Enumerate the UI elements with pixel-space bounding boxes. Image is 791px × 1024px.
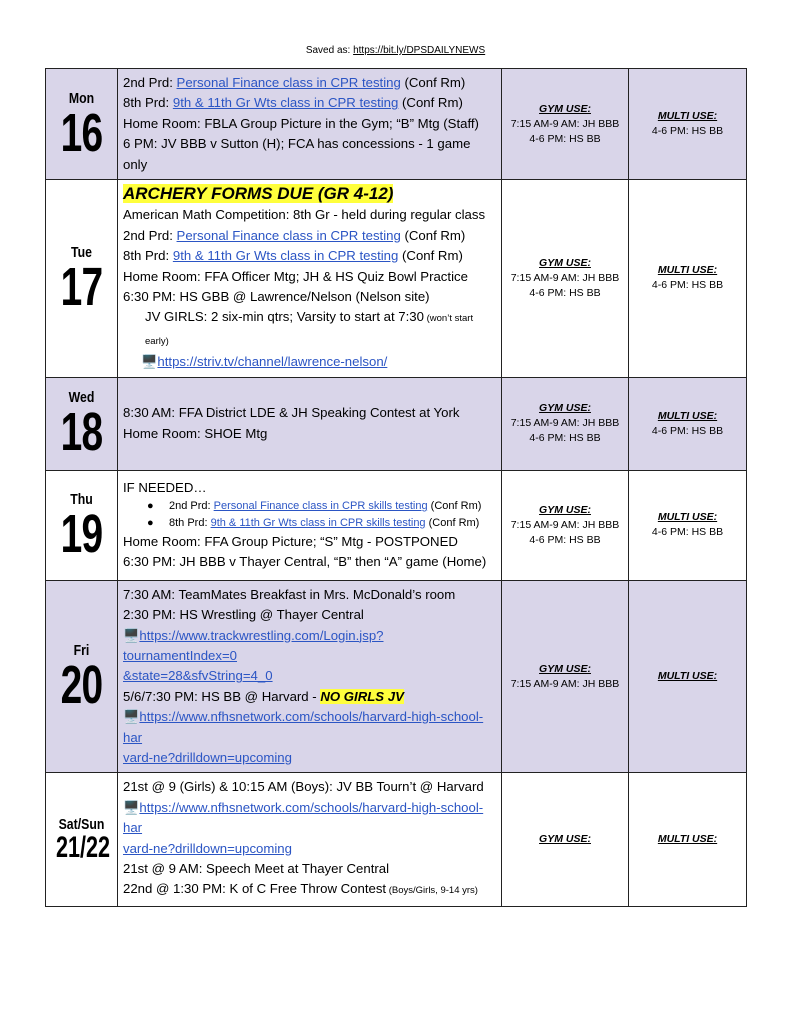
event-line: 6:30 PM: JH BBB v Thayer Central, “B” then “A” game (Home) bbox=[123, 554, 487, 570]
multi-use-cell bbox=[629, 69, 747, 180]
event-line: 21st @ 9 AM: Speech Meet at Thayer Central bbox=[123, 860, 390, 876]
no-girls-jv-highlight: NO GIRLS JV bbox=[320, 688, 404, 704]
gym-use-value: 7:15 AM-9 AM: JH BBB bbox=[510, 117, 620, 130]
events-cell-sat-sun bbox=[118, 773, 502, 906]
day-number: 21/22 bbox=[55, 831, 110, 865]
multi-use-cell bbox=[629, 377, 747, 470]
day-number: 19 bbox=[60, 503, 103, 564]
day-number: 18 bbox=[60, 402, 103, 463]
archery-forms-title: ARCHERY FORMS DUE (GR 4-12) bbox=[123, 184, 394, 204]
bullet-item: ● 8th Prd: 9th & 11th Gr Wts class in CPR skills testing (Conf Rm) bbox=[147, 516, 480, 529]
link[interactable]: 9th & 11th Gr Wts class in CPR skills testing bbox=[210, 516, 426, 529]
gym-use-label: GYM USE: bbox=[539, 402, 591, 415]
bullet-item: ● 2nd Prd: Personal Finance class in CPR skills testing (Conf Rm) bbox=[147, 499, 482, 512]
event-line: 2nd Prd: Personal Finance class in CPR testing (Conf Rm) bbox=[123, 75, 466, 90]
link[interactable]: Personal Finance class in CPR testing bbox=[176, 227, 401, 243]
day-name: Fri bbox=[73, 642, 90, 660]
row-fri bbox=[46, 580, 747, 773]
day-number: 20 bbox=[60, 655, 103, 716]
link[interactable]: vard-ne?drilldown=upcoming bbox=[123, 749, 292, 765]
event-line bbox=[123, 748, 496, 768]
day-cell-mon bbox=[46, 69, 118, 180]
multi-use-label: MULTI USE: bbox=[657, 409, 718, 422]
gym-use-label: GYM USE: bbox=[539, 256, 591, 269]
event-line bbox=[123, 798, 496, 839]
event-line: 6 PM: JV BBB v Sutton (H); FCA has concessions - 1 game only bbox=[123, 136, 471, 172]
multi-use-label: MULTI USE: bbox=[657, 511, 718, 524]
day-cell-sat-sun bbox=[46, 773, 118, 906]
gym-use-cell bbox=[502, 773, 629, 906]
day-name: Wed bbox=[68, 389, 95, 407]
day-cell-thu bbox=[46, 470, 118, 580]
gym-use-cell bbox=[502, 180, 629, 378]
computer-monitor-icon: 🖥️ bbox=[141, 354, 158, 370]
multi-use-value: 4-6 PM: HS BB bbox=[651, 279, 724, 292]
saved-url[interactable]: https://bit.ly/DPSDAILYNEWS bbox=[353, 45, 486, 56]
row-sat-sun bbox=[46, 773, 747, 906]
event-line: 21st @ 9 (Girls) & 10:15 AM (Boys): JV BB Tourn’t @ Harvard bbox=[123, 779, 484, 795]
multi-use-cell bbox=[629, 470, 747, 580]
gym-use-label: GYM USE: bbox=[539, 503, 591, 516]
events-cell-thu bbox=[118, 470, 502, 580]
events-cell-wed bbox=[118, 377, 502, 470]
link[interactable]: https://www.nfhsnetwork.com/schools/harvard-high-school-har bbox=[123, 799, 484, 836]
row-thu bbox=[46, 470, 747, 580]
day-name: Sat/Sun bbox=[58, 816, 105, 834]
multi-use-cell bbox=[629, 180, 747, 378]
gym-use-value: 4-6 PM: HS BB bbox=[529, 286, 601, 299]
gym-use-value: 7:15 AM-9 AM: JH BBB bbox=[510, 518, 620, 531]
day-cell-tue bbox=[46, 180, 118, 378]
day-name: Thu bbox=[70, 490, 93, 508]
multi-use-label: MULTI USE: bbox=[657, 110, 718, 123]
row-tue bbox=[46, 180, 747, 378]
gym-use-value: 4-6 PM: HS BB bbox=[529, 533, 601, 546]
multi-use-value: 4-6 PM: HS BB bbox=[651, 424, 724, 437]
events-cell-fri bbox=[118, 580, 502, 773]
row-wed bbox=[46, 377, 747, 470]
multi-use-cell bbox=[629, 773, 747, 906]
event-line bbox=[123, 352, 496, 372]
event-line: 8:30 AM: FFA District LDE & JH Speaking Contest at York bbox=[123, 405, 460, 421]
multi-use-value: 4-6 PM: HS BB bbox=[651, 526, 724, 539]
event-line: Home Room: SHOE Mtg bbox=[123, 425, 268, 441]
link[interactable]: https://www.nfhsnetwork.com/schools/harvard-high-school-har bbox=[123, 709, 484, 745]
event-line: 8th Prd: 9th & 11th Gr Wts class in CPR testing (Conf Rm) bbox=[123, 248, 463, 264]
gym-use-label: GYM USE: bbox=[539, 102, 591, 115]
computer-monitor-icon: 🖥️ bbox=[123, 709, 140, 725]
multi-use-cell bbox=[629, 580, 747, 773]
multi-use-label: MULTI USE: bbox=[657, 833, 718, 846]
event-line: 22nd @ 1:30 PM: K of C Free Throw Contest (Boys/Girls, 9-14 yrs) bbox=[123, 881, 478, 897]
computer-monitor-icon: 🖥️ bbox=[123, 627, 140, 643]
gym-use-value: 7:15 AM-9 AM: JH BBB bbox=[510, 271, 620, 284]
event-line bbox=[123, 626, 496, 667]
link[interactable]: Personal Finance class in CPR skills testing bbox=[213, 499, 428, 512]
gym-use-label: GYM USE: bbox=[539, 662, 591, 675]
event-line: 6:30 PM: HS GBB @ Lawrence/Nelson (Nelson site) bbox=[123, 289, 430, 305]
computer-monitor-icon: 🖥️ bbox=[123, 799, 140, 815]
event-line: 8th Prd: 9th & 11th Gr Wts class in CPR testing (Conf Rm) bbox=[123, 95, 463, 111]
event-line: 5/6/7:30 PM: HS BB @ Harvard - NO GIRLS JV bbox=[123, 688, 404, 704]
event-line: American Math Competition: 8th Gr - held during regular class bbox=[123, 207, 486, 223]
link[interactable]: 9th & 11th Gr Wts class in CPR testing bbox=[172, 95, 399, 111]
gym-use-cell bbox=[502, 69, 629, 180]
row-mon bbox=[46, 69, 747, 180]
multi-use-label: MULTI USE: bbox=[657, 264, 718, 277]
link[interactable]: vard-ne?drilldown=upcoming bbox=[123, 840, 292, 856]
event-line: JV GIRLS: 2 six-min qtrs; Varsity to start at 7:30 (won’t start early) bbox=[145, 309, 474, 347]
day-cell-wed bbox=[46, 377, 118, 470]
event-line: Home Room: FBLA Group Picture in the Gym; “B” Mtg (Staff) bbox=[123, 115, 479, 131]
event-line: Home Room: FFA Officer Mtg; JH & HS Quiz Bowl Practice bbox=[123, 268, 468, 284]
gym-use-cell bbox=[502, 580, 629, 773]
multi-use-label: MULTI USE: bbox=[657, 670, 718, 683]
link[interactable]: https://striv.tv/channel/lawrence-nelson/ bbox=[157, 354, 388, 370]
gym-use-value: 7:15 AM-9 AM: JH BBB bbox=[510, 677, 620, 690]
event-line: 2nd Prd: Personal Finance class in CPR testing (Conf Rm) bbox=[123, 227, 466, 243]
link[interactable]: https://www.trackwrestling.com/Login.jsp?tournamentIndex=0 bbox=[123, 627, 384, 663]
events-cell-mon bbox=[118, 69, 502, 180]
gym-use-label: GYM USE: bbox=[539, 833, 591, 846]
saved-as-header bbox=[0, 45, 791, 56]
event-line: IF NEEDED… bbox=[123, 479, 207, 495]
link[interactable]: 9th & 11th Gr Wts class in CPR testing bbox=[172, 248, 399, 264]
event-line: 2:30 PM: HS Wrestling @ Thayer Central bbox=[123, 607, 364, 623]
schedule-table bbox=[45, 68, 747, 907]
day-number: 16 bbox=[60, 102, 103, 163]
gym-use-value: 4-6 PM: HS BB bbox=[529, 132, 601, 145]
multi-use-value: 4-6 PM: HS BB bbox=[651, 125, 724, 138]
link[interactable]: &state=28&sfvString=4_0 bbox=[123, 668, 273, 684]
saved-label: Saved as: bbox=[305, 45, 351, 56]
day-cell-fri bbox=[46, 580, 118, 773]
day-number: 17 bbox=[60, 256, 103, 317]
gym-use-cell bbox=[502, 470, 629, 580]
event-line: Home Room: FFA Group Picture; “S” Mtg - POSTPONED bbox=[123, 533, 458, 549]
event-line bbox=[123, 666, 496, 686]
event-line bbox=[123, 839, 496, 859]
events-cell-tue bbox=[118, 180, 502, 378]
event-line bbox=[123, 707, 496, 748]
gym-use-value: 7:15 AM-9 AM: JH BBB bbox=[510, 417, 620, 430]
event-line: 7:30 AM: TeamMates Breakfast in Mrs. McDonald’s room bbox=[123, 586, 456, 602]
link[interactable]: Personal Finance class in CPR testing bbox=[176, 75, 401, 90]
day-name: Tue bbox=[71, 243, 92, 261]
gym-use-value: 4-6 PM: HS BB bbox=[529, 432, 601, 445]
gym-use-cell bbox=[502, 377, 629, 470]
day-name: Mon bbox=[68, 89, 95, 107]
